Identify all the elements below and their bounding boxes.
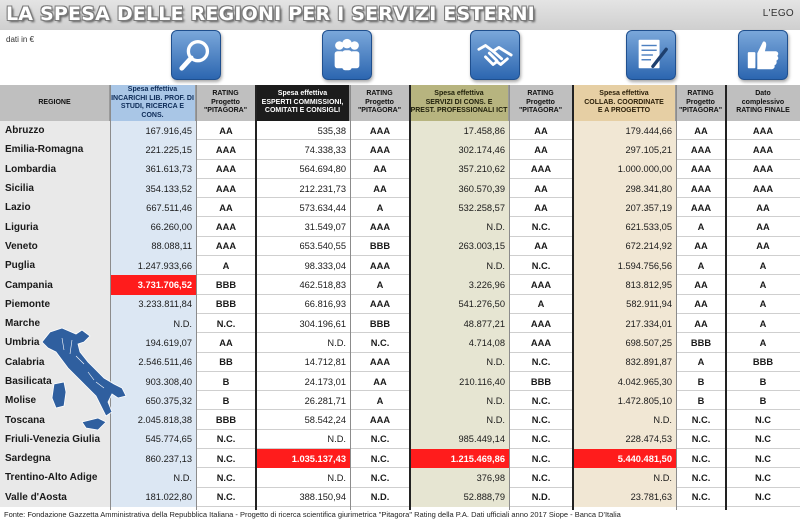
spending-value: 462.518,83	[299, 280, 346, 291]
spending-value: 26.281,71	[304, 395, 346, 406]
table-row	[0, 256, 800, 275]
spending-value: N.D.	[410, 217, 509, 236]
rating-value: N.C.	[691, 415, 711, 426]
region-name: Emilia-Romagna	[0, 140, 110, 159]
brand-logo: L'EGO	[762, 8, 794, 19]
spending-value: 66.260,00	[110, 217, 196, 236]
spending-value: 985.449,14	[410, 430, 509, 449]
spending-value: 903.308,40	[110, 372, 196, 391]
region-name: Campania	[0, 275, 110, 294]
spending-value: 1.472.805,10	[573, 391, 676, 410]
source-note: Fonte: Fondazione Gazzetta Amministrativa della Repubblica Italiana - Progetto di ricerca scientifica giurimetrica "Pitagora" Rating della P.A. Dati ufficiali anno 2017 Siope - Banca D'Italia	[4, 510, 621, 519]
rating-value: N.C.	[216, 492, 236, 503]
spending-value: 58.542,24	[304, 415, 346, 426]
people-icon	[322, 30, 372, 80]
table-row	[0, 488, 800, 507]
rating-value: N.D.	[531, 492, 551, 503]
final-rating: N.C	[754, 492, 771, 503]
table-row	[0, 140, 800, 159]
spending-value: 24.173,01	[304, 376, 346, 387]
rating-value: AAA	[369, 357, 391, 368]
spending-value: 179.444,66	[573, 121, 676, 140]
spending-value: 388.150,94	[299, 492, 346, 503]
document-pen-icon	[626, 30, 676, 80]
table-row	[0, 160, 800, 179]
region-name: Sicilia	[0, 179, 110, 198]
rating-value: N.C.	[531, 222, 551, 233]
rating-value: AA	[219, 125, 233, 136]
rating-value: AAA	[369, 260, 391, 271]
spending-value: 167.916,45	[110, 121, 196, 140]
spending-value: N.D.	[410, 256, 509, 275]
spending-value: 2.546.511,46	[110, 353, 196, 372]
region-name: Valle d'Aosta	[0, 488, 110, 507]
rating-value: BB	[219, 357, 233, 368]
table-row	[0, 198, 800, 217]
final-rating: AA	[756, 241, 770, 252]
rating-value: AA	[373, 183, 387, 194]
spending-value: 23.781,63	[573, 488, 676, 507]
spending-value: 1.594.756,56	[573, 256, 676, 275]
final-rating: AAA	[752, 183, 774, 194]
spending-value: N.D.	[410, 353, 509, 372]
region-name: Basilicata	[0, 372, 110, 391]
spending-value: 361.613,73	[110, 160, 196, 179]
spending-value: 4.042.965,30	[573, 372, 676, 391]
rating-value: N.C.	[531, 415, 551, 426]
rating-value: A	[376, 395, 384, 406]
spending-value: 74.338,33	[304, 144, 346, 155]
rating-value: N.C.	[370, 337, 390, 348]
header-servizi-ict: Spesa effettiva SERVIZI DI CONS. E PREST. PROFESSIONALI ICT	[410, 85, 509, 121]
region-name: Lazio	[0, 198, 110, 217]
spending-value: 357.210,62	[410, 160, 509, 179]
table-row	[0, 449, 800, 468]
rating-value: AA	[694, 280, 708, 291]
region-name: Trentino-Alto Adige	[0, 468, 110, 487]
spending-value: 298.341,80	[573, 179, 676, 198]
final-rating: N.C	[754, 453, 771, 464]
rating-value: BBB	[369, 318, 391, 329]
spending-value: 88.088,11	[110, 237, 196, 256]
final-rating: N.C	[754, 472, 771, 483]
rating-value: AA	[694, 318, 708, 329]
rating-value: N.C.	[370, 453, 390, 464]
table-row	[0, 275, 800, 294]
rating-value: AA	[534, 144, 548, 155]
rating-value: AAA	[369, 222, 391, 233]
final-rating: A	[759, 280, 767, 291]
rating-value: BBB	[369, 241, 391, 252]
final-rating: A	[759, 260, 767, 271]
spending-value: 813.812,95	[573, 275, 676, 294]
spending-value: N.D.	[573, 468, 676, 487]
final-rating: B	[759, 395, 767, 406]
spending-value: 832.891,87	[573, 353, 676, 372]
italy-map-icon	[32, 326, 132, 436]
header-rating-3: RATING Progetto "PITAGORA"	[509, 85, 573, 121]
data-table	[0, 121, 800, 507]
rating-value: N.C.	[691, 492, 711, 503]
spending-value: 304.196,61	[299, 318, 346, 329]
rating-value: B	[697, 395, 705, 406]
table-row	[0, 295, 800, 314]
table-row	[0, 237, 800, 256]
rating-value: N.C.	[531, 472, 551, 483]
rating-value: A	[537, 299, 545, 310]
spending-value: 48.877,21	[410, 314, 509, 333]
table-row	[0, 468, 800, 487]
rating-value: AAA	[369, 299, 391, 310]
spending-value: N.D.	[327, 337, 346, 348]
rating-value: A	[697, 222, 705, 233]
spending-value: 1.000.000,00	[573, 160, 676, 179]
region-name: Friuli-Venezia Giulia	[0, 430, 110, 449]
rating-value: AA	[694, 241, 708, 252]
rating-value: AAA	[690, 183, 712, 194]
rating-value: AAA	[530, 318, 552, 329]
header-rating-1: RATING Progetto "PITAGORA"	[196, 85, 256, 121]
final-rating: N.C	[754, 434, 771, 445]
rating-value: BBB	[215, 415, 237, 426]
title-bar	[0, 0, 800, 30]
final-rating: AAA	[752, 164, 774, 175]
rating-value: BBB	[215, 299, 237, 310]
spending-value: 698.507,25	[573, 333, 676, 352]
spending-value: N.D.	[410, 410, 509, 429]
header-collab: Spesa effettiva COLLAB. COORDINATE E A PROGETTO	[573, 85, 676, 121]
spending-value: N.D.	[410, 391, 509, 410]
spending-value: 263.003,15	[410, 237, 509, 256]
rating-value: AAA	[215, 144, 237, 155]
rating-value: AA	[534, 202, 548, 213]
rating-value: AAA	[690, 202, 712, 213]
final-rating: A	[759, 299, 767, 310]
rating-value: N.D.	[370, 492, 390, 503]
rating-value: AA	[694, 125, 708, 136]
spending-value: 2.045.818,38	[110, 410, 196, 429]
rating-value: AAA	[369, 415, 391, 426]
spending-value: 650.375,32	[110, 391, 196, 410]
units-note: dati in €	[6, 35, 35, 44]
spending-value: 98.333,04	[304, 260, 346, 271]
region-name: Umbria	[0, 333, 110, 352]
spending-value: 194.619,07	[110, 333, 196, 352]
spending-value: 860.237,13	[110, 449, 196, 468]
rating-value: N.C.	[216, 453, 236, 464]
final-rating: A	[759, 318, 767, 329]
table-row	[0, 179, 800, 198]
spending-value: 221.225,15	[110, 140, 196, 159]
rating-value: AAA	[690, 144, 712, 155]
region-name: Sardegna	[0, 449, 110, 468]
region-name: Marche	[0, 314, 110, 333]
spending-value: 5.440.481,50	[573, 449, 676, 468]
spending-value: 3.233.811,84	[110, 295, 196, 314]
spending-value: 582.911,94	[573, 295, 676, 314]
spending-value: 210.116,40	[410, 372, 509, 391]
spending-value: 532.258,57	[410, 198, 509, 217]
spending-value: 3.226,96	[410, 275, 509, 294]
spending-value: 1.215.469,86	[410, 449, 509, 468]
header-rating-2: RATING Progetto "PITAGORA"	[350, 85, 410, 121]
region-name: Veneto	[0, 237, 110, 256]
rating-value: AAA	[215, 183, 237, 194]
spending-value: 181.022,80	[110, 488, 196, 507]
spending-value: 354.133,52	[110, 179, 196, 198]
region-name: Molise	[0, 391, 110, 410]
final-rating: AAA	[752, 125, 774, 136]
header-incarichi: Spesa effettiva INCARICHI LIB. PROF. DI STUDI, RICERCA E CONS.	[110, 85, 196, 121]
rating-value: N.C.	[691, 434, 711, 445]
table-row	[0, 217, 800, 236]
spending-value: 672.214,92	[573, 237, 676, 256]
header-esperti: Spesa effettiva ESPERTI COMMISSIONI, COMITATI E CONSIGLI	[256, 85, 350, 121]
rating-value: N.C.	[691, 453, 711, 464]
final-rating: B	[759, 376, 767, 387]
rating-value: AAA	[690, 164, 712, 175]
rating-value: AA	[534, 125, 548, 136]
spending-value: 541.276,50	[410, 295, 509, 314]
spending-value: 4.714,08	[410, 333, 509, 352]
header-region: REGIONE	[0, 85, 110, 121]
region-name: Toscana	[0, 410, 110, 429]
spending-value: 31.549,07	[304, 222, 346, 233]
rating-value: AAA	[530, 280, 552, 291]
rating-value: N.C.	[531, 434, 551, 445]
region-name: Lombardia	[0, 160, 110, 179]
rating-value: AAA	[215, 164, 237, 175]
spending-value: 564.694,80	[299, 164, 346, 175]
spending-value: 376,98	[410, 468, 509, 487]
rating-value: BBB	[530, 376, 552, 387]
region-name: Abruzzo	[0, 121, 110, 140]
spending-value: 228.474,53	[573, 430, 676, 449]
rating-value: BBB	[690, 337, 712, 348]
header-final: Dato complessivo RATING FINALE	[726, 85, 800, 121]
spending-value: 52.888,79	[410, 488, 509, 507]
spending-value: N.D.	[110, 468, 196, 487]
spending-value: N.D.	[110, 314, 196, 333]
rating-value: AA	[373, 164, 387, 175]
rating-value: AA	[534, 241, 548, 252]
spending-value: N.D.	[327, 472, 346, 483]
spending-value: 17.458,86	[410, 121, 509, 140]
region-name: Liguria	[0, 217, 110, 236]
rating-value: B	[222, 395, 230, 406]
spending-value: 653.540,55	[299, 241, 346, 252]
rating-value: AAA	[530, 337, 552, 348]
rating-value: N.C.	[531, 357, 551, 368]
thumbs-up-icon	[738, 30, 788, 80]
final-rating: N.C	[754, 415, 771, 426]
rating-value: N.C.	[370, 434, 390, 445]
final-rating: AAA	[752, 144, 774, 155]
spending-value: N.D.	[327, 434, 346, 445]
rating-value: A	[697, 260, 705, 271]
rating-value: AA	[219, 337, 233, 348]
spending-value: 212.231,73	[299, 183, 346, 194]
spending-value: 217.334,01	[573, 314, 676, 333]
rating-value: N.C.	[531, 260, 551, 271]
rating-value: AAA	[215, 241, 237, 252]
spending-value: 667.511,46	[110, 198, 196, 217]
rating-value: A	[376, 202, 384, 213]
rating-value: AAA	[369, 144, 391, 155]
rating-value: AA	[219, 202, 233, 213]
final-rating: A	[759, 337, 767, 348]
final-rating: AA	[756, 222, 770, 233]
region-name: Puglia	[0, 256, 110, 275]
spending-value: 302.174,46	[410, 140, 509, 159]
spending-value: 66.816,93	[304, 299, 346, 310]
rating-value: N.C.	[531, 453, 551, 464]
rating-value: AA	[694, 299, 708, 310]
rating-value: N.C.	[370, 472, 390, 483]
rating-value: N.C.	[531, 395, 551, 406]
rating-value: A	[376, 280, 384, 291]
rating-value: N.C.	[216, 318, 236, 329]
rating-value: B	[222, 376, 230, 387]
spending-value: 3.731.706,52	[110, 275, 196, 294]
rating-value: AA	[534, 183, 548, 194]
spending-value: 573.634,44	[299, 202, 346, 213]
rating-value: A	[222, 260, 230, 271]
spending-value: 297.105,21	[573, 140, 676, 159]
spending-value: 14.712,81	[304, 357, 346, 368]
magnifier-icon	[171, 30, 221, 80]
rating-value: BBB	[215, 280, 237, 291]
rating-value: B	[697, 376, 705, 387]
rating-value: AAA	[215, 222, 237, 233]
page-title: LA SPESA DELLE REGIONI PER I SERVIZI ESTERNI	[6, 3, 535, 25]
rating-value: AAA	[530, 164, 552, 175]
spending-value: 621.533,05	[573, 217, 676, 236]
spending-value: 1.247.933,66	[110, 256, 196, 275]
region-name: Piemonte	[0, 295, 110, 314]
spending-value: N.D.	[573, 410, 676, 429]
handshake-icon	[470, 30, 520, 80]
final-rating: BBB	[752, 357, 774, 368]
spending-value: 535,38	[317, 125, 346, 136]
rating-value: N.C.	[691, 472, 711, 483]
rating-value: N.C.	[216, 472, 236, 483]
final-rating: AA	[756, 202, 770, 213]
table-row	[0, 121, 800, 140]
spending-value: 360.570,39	[410, 179, 509, 198]
spending-value: 207.357,19	[573, 198, 676, 217]
rating-value: AA	[373, 376, 387, 387]
rating-value: N.C.	[216, 434, 236, 445]
rating-value: AAA	[369, 125, 391, 136]
header-rating-4: RATING Progetto "PITAGORA"	[676, 85, 726, 121]
spending-value: 1.035.137,43	[256, 449, 350, 468]
spending-value: 545.774,65	[110, 430, 196, 449]
rating-value: A	[697, 357, 705, 368]
region-name: Calabria	[0, 353, 110, 372]
